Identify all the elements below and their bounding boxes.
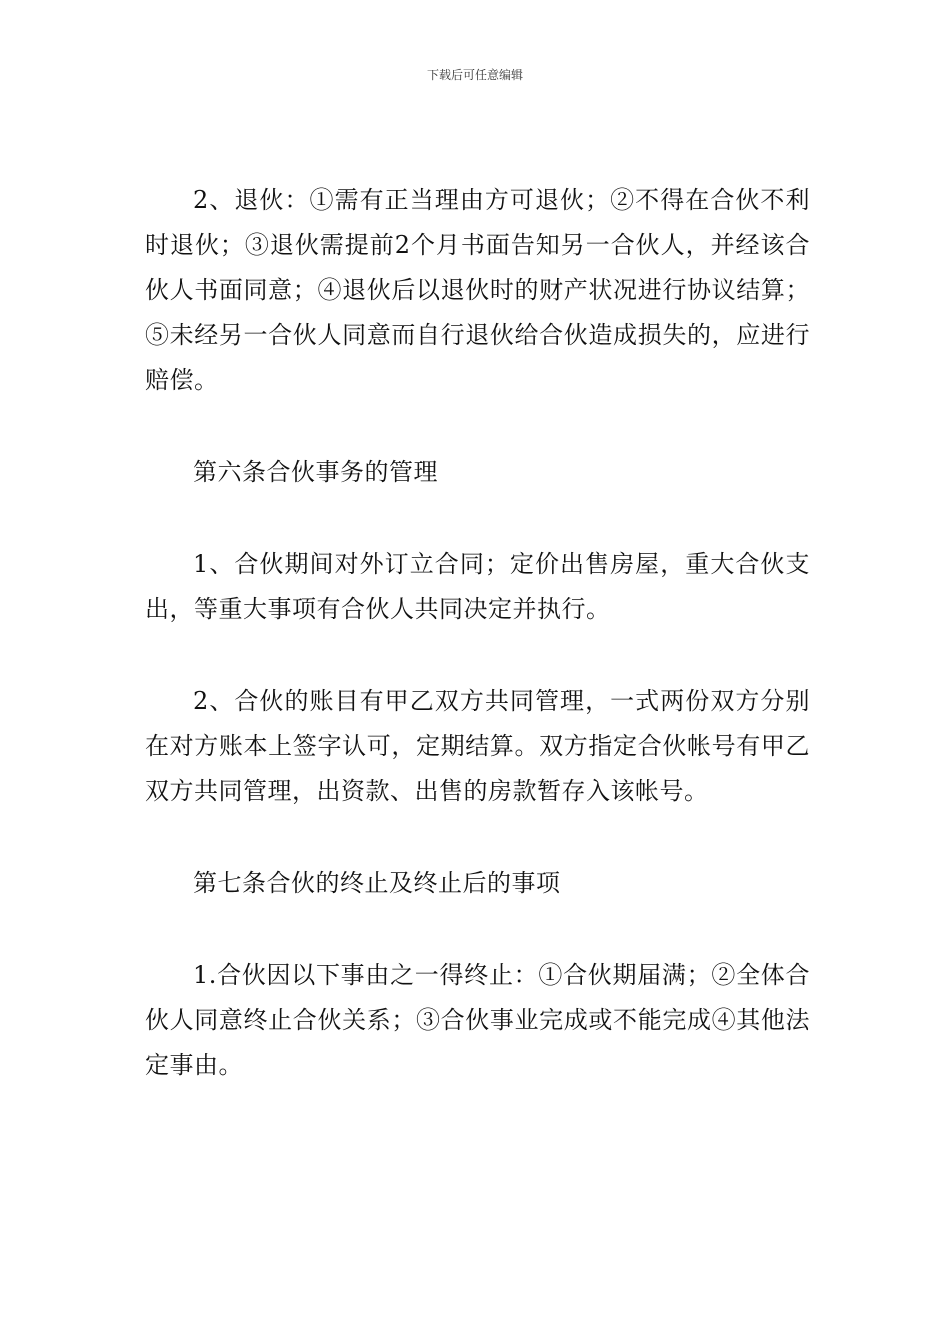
section-heading-article-6: 第六条合伙事务的管理 — [193, 458, 438, 486]
section-heading-article-7: 第七条合伙的终止及终止后的事项 — [193, 869, 561, 897]
paragraph-external-contracts: 1、合伙期间对外订立合同；定价出售房屋，重大合伙支出，等重大事项有合伙人共同决定并执行。 — [145, 550, 810, 623]
paragraph-termination-reasons: 1.合伙因以下事由之一得终止：①合伙期届满；②全体合伙人同意终止合伙关系；③合伙事业完成或不能完成④其他法定事由。 — [145, 961, 810, 1079]
paragraph-accounts-management: 2、合伙的账目有甲乙双方共同管理，一式两份双方分别在对方账本上签字认可，定期结算。双方指定合伙帐号有甲乙双方共同管理，出资款、出售的房款暂存入该帐号。 — [145, 687, 810, 805]
paragraph-withdrawal: 2、退伙：①需有正当理由方可退伙；②不得在合伙不利时退伙；③退伙需提前2个月书面告知另一合伙人，并经该合伙人书面同意；④退伙后以退伙时的财产状况进行协议结算；⑤未经另一合伙人同意而自行退伙给合伙造成损失的，应进行赔偿。 — [145, 186, 810, 394]
document-body — [145, 178, 810, 1088]
page-header: 下载后可任意编辑 — [426, 68, 523, 82]
